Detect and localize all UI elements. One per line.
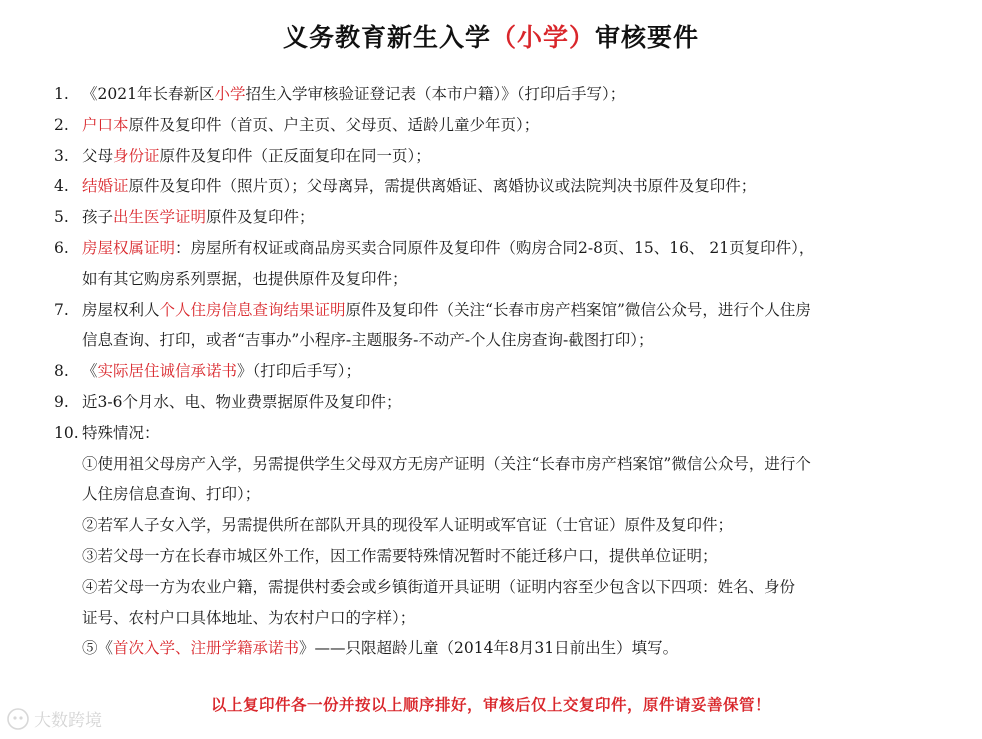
line-text: 如有其它购房系列票据，也提供原件及复印件； — [82, 269, 408, 288]
line-text: 证号、农村户口具体地址、为农村户口的字样）； — [82, 608, 416, 627]
line-text: ⑤《 — [82, 639, 114, 658]
line-text: ：房屋所有权证或商品房买卖合同原件及复印件（购房合同2-8页、15、16、 21页复印件）， — [175, 238, 815, 257]
list-item — [54, 110, 934, 141]
line-text: 孩子 — [82, 208, 114, 227]
special-case-item — [54, 510, 934, 541]
special-case-item — [54, 449, 934, 480]
list-item-number: 10. — [54, 423, 79, 442]
special-case-continuation — [54, 479, 934, 510]
footer-note: 以上复印件各一份并按以上顺序排好，审核后仅上交复印件，原件请妥善保管！ — [210, 696, 771, 714]
page-title — [0, 18, 982, 54]
list-item — [54, 141, 934, 172]
line-text: 原件及复印件（正反面复印在同一页）； — [159, 146, 431, 165]
list-item-number: 2. — [54, 115, 69, 134]
line-text: 近3-6个月水、电、物业费票据原件及复印件； — [82, 392, 402, 411]
line-text: 《 — [82, 362, 98, 381]
line-text: 》（打印后手写）； — [237, 362, 362, 381]
line-text: 《2021年长春新区 — [82, 85, 215, 103]
highlighted-text: 个人住房信息查询结果证明 — [159, 300, 346, 319]
list-item — [54, 418, 934, 449]
watermark — [6, 706, 102, 731]
special-case-item — [54, 633, 934, 664]
special-case-item — [54, 572, 934, 603]
list-item — [54, 79, 934, 110]
watermark-text: 大数跨境 — [34, 711, 102, 731]
highlighted-text: 结婚证 — [82, 177, 129, 196]
line-text: 特殊情况： — [82, 423, 160, 442]
special-case-item — [54, 541, 934, 572]
line-text: 原件及复印件； — [206, 208, 315, 227]
list-item — [54, 233, 934, 264]
highlighted-text: 出生医学证明 — [113, 208, 207, 227]
list-item-number: 4. — [54, 177, 69, 196]
highlighted-text: 身份证 — [113, 146, 160, 165]
line-text: ②若军人子女入学，另需提供所在部队开具的现役军人证明或军官证（士官证）原件及复印件； — [82, 516, 734, 535]
list-item-number: 5. — [54, 208, 69, 227]
title-prefix: 义务教育新生入学 — [282, 23, 491, 52]
list-item-continuation — [54, 264, 934, 295]
highlighted-text: 房屋权属证明 — [82, 238, 176, 257]
list-item — [54, 171, 934, 202]
line-text: 房屋权利人 — [82, 300, 160, 319]
line-text: 》——只限超龄儿童（2014年8月31日前出生）填写。 — [299, 639, 679, 658]
title-suffix: 审核要件 — [595, 23, 700, 52]
line-text: ①使用祖父母房产入学，另需提供学生父母双方无房产证明（关注“长春市房产档案馆”微信公众号，进行个 — [82, 454, 811, 473]
list-item — [54, 202, 934, 233]
list-item — [54, 295, 934, 326]
line-text: 招生入学审核验证登记表（本市户籍）》（打印后手写）； — [245, 85, 626, 103]
list-item-continuation — [54, 325, 934, 356]
list-item-number: 6. — [54, 238, 69, 257]
list-item — [54, 387, 934, 418]
list-item-number: 8. — [54, 362, 69, 381]
highlighted-text: 首次入学、注册学籍承诺书 — [113, 639, 300, 658]
list-item-number: 1. — [54, 85, 69, 103]
special-case-continuation — [54, 603, 934, 634]
list-item-number: 7. — [54, 300, 69, 319]
highlighted-text: 户口本 — [82, 115, 129, 134]
line-text: 信息查询、打印，或者“吉事办”小程序-主题服务-不动产-个人住房查询-截图打印）； — [82, 331, 654, 350]
line-text: 原件及复印件（照片页）；父母离异，需提供离婚证、离婚协议或法院判决书原件及复印件； — [128, 177, 757, 196]
line-text: 原件及复印件（关注“长春市房产档案馆”微信公众号，进行个人住房 — [345, 300, 811, 319]
list-item — [54, 356, 934, 387]
requirements-list — [54, 79, 934, 664]
line-text: ④若父母一方为农业户籍，需提供村委会或乡镇街道开具证明（证明内容至少包含以下四项：姓名、身份 — [82, 577, 796, 596]
list-item-number: 3. — [54, 146, 69, 165]
highlighted-text: 小学 — [214, 85, 246, 103]
line-text: 人住房信息查询、打印）； — [82, 485, 261, 504]
list-item-number: 9. — [54, 392, 69, 411]
line-text: 原件及复印件（首页、户主页、父母页、适龄儿童少年页）； — [128, 115, 540, 134]
line-text: ③若父母一方在长春市城区外工作，因工作需要特殊情况暂时不能迁移户口，提供单位证明； — [82, 546, 718, 565]
highlighted-text: 实际居住诚信承诺书 — [97, 362, 238, 381]
watermark-logo-icon — [6, 707, 30, 731]
line-text: 父母 — [82, 146, 114, 165]
title-highlight: （小学） — [490, 23, 595, 52]
